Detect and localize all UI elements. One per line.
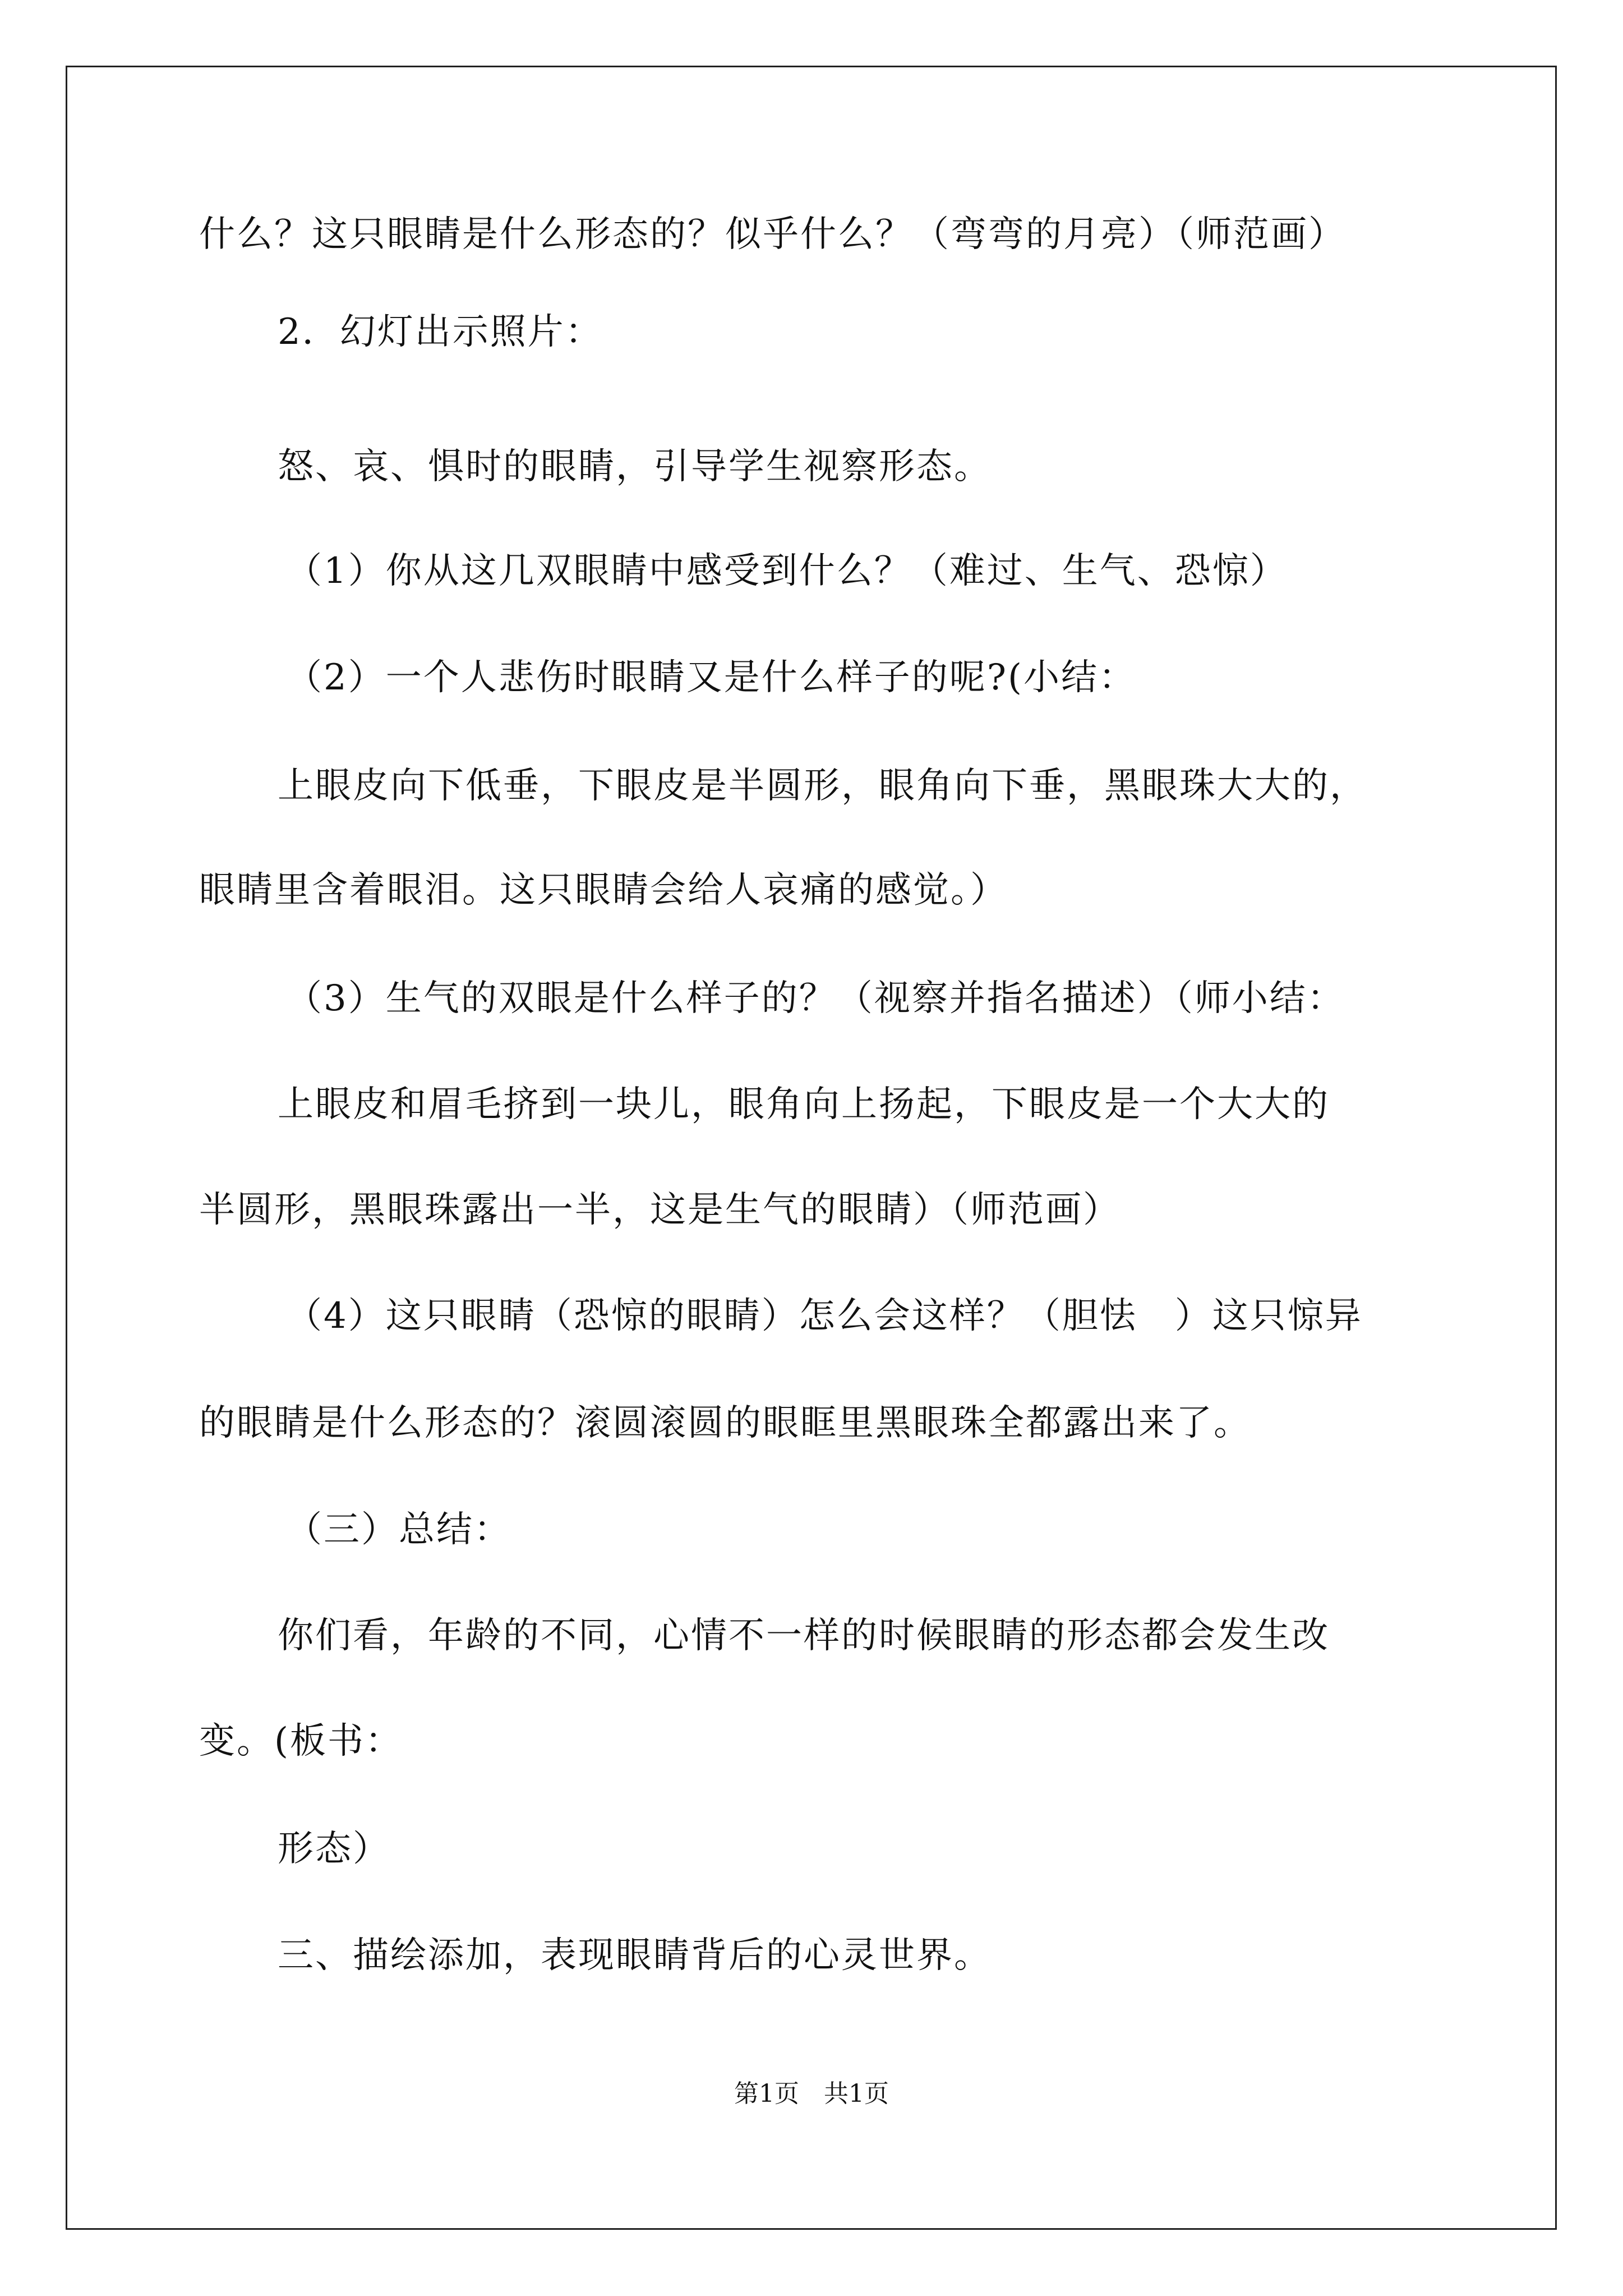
text-line: 上眼皮和眉毛挤到一块儿，眼角向上扬起，下眼皮是一个大大的 [278, 1084, 1330, 1125]
text-line: 半圆形，黑眼珠露出一半，这是生气的眼睛）（师范画） [199, 1189, 1121, 1231]
text-line: 2．幻灯出示照片： [278, 311, 603, 353]
page-footer: 第1页 共1页 [734, 2079, 889, 2108]
text-line: 怒、哀、惧时的眼睛，引导学生视察形态。 [278, 446, 992, 487]
text-line: 上眼皮向下低垂，下眼皮是半圆形，眼角向下垂，黑眼珠大大的， [278, 765, 1367, 807]
text-line: 的眼睛是什么形态的？滚圆滚圆的眼眶里黑眼珠全都露出来了。 [199, 1402, 1251, 1444]
text-line: （2）一个人悲伤时眼睛又是什么样子的呢?(小结： [286, 657, 1136, 698]
text-line: 形态） [278, 1828, 390, 1870]
text-line: 什么？这只眼睛是什么形态的？似乎什么？（弯弯的月亮）（师范画） [199, 214, 1346, 255]
text-line: 三、描绘添加，表现眼睛背后的心灵世界。 [278, 1935, 992, 1976]
text-line: 你们看，年龄的不同，心情不一样的时候眼睛的形态都会发生改 [278, 1615, 1330, 1657]
text-line: （1）你从这几双眼睛中感受到什么？（难过、生气、恐惊） [286, 550, 1288, 592]
text-line: （3）生气的双眼是什么样子的？（视察并指名描述）（师小结： [286, 978, 1345, 1019]
text-line: 变。(板书： [199, 1720, 403, 1762]
text-line: （三）总结： [286, 1509, 511, 1550]
text-line: （4）这只眼睛（恐惊的眼睛）怎么会这样？（胆怯 ）这只惊异 [286, 1295, 1363, 1337]
text-line: 眼睛里含着眼泪。这只眼睛会给人哀痛的感觉。） [199, 869, 1008, 911]
